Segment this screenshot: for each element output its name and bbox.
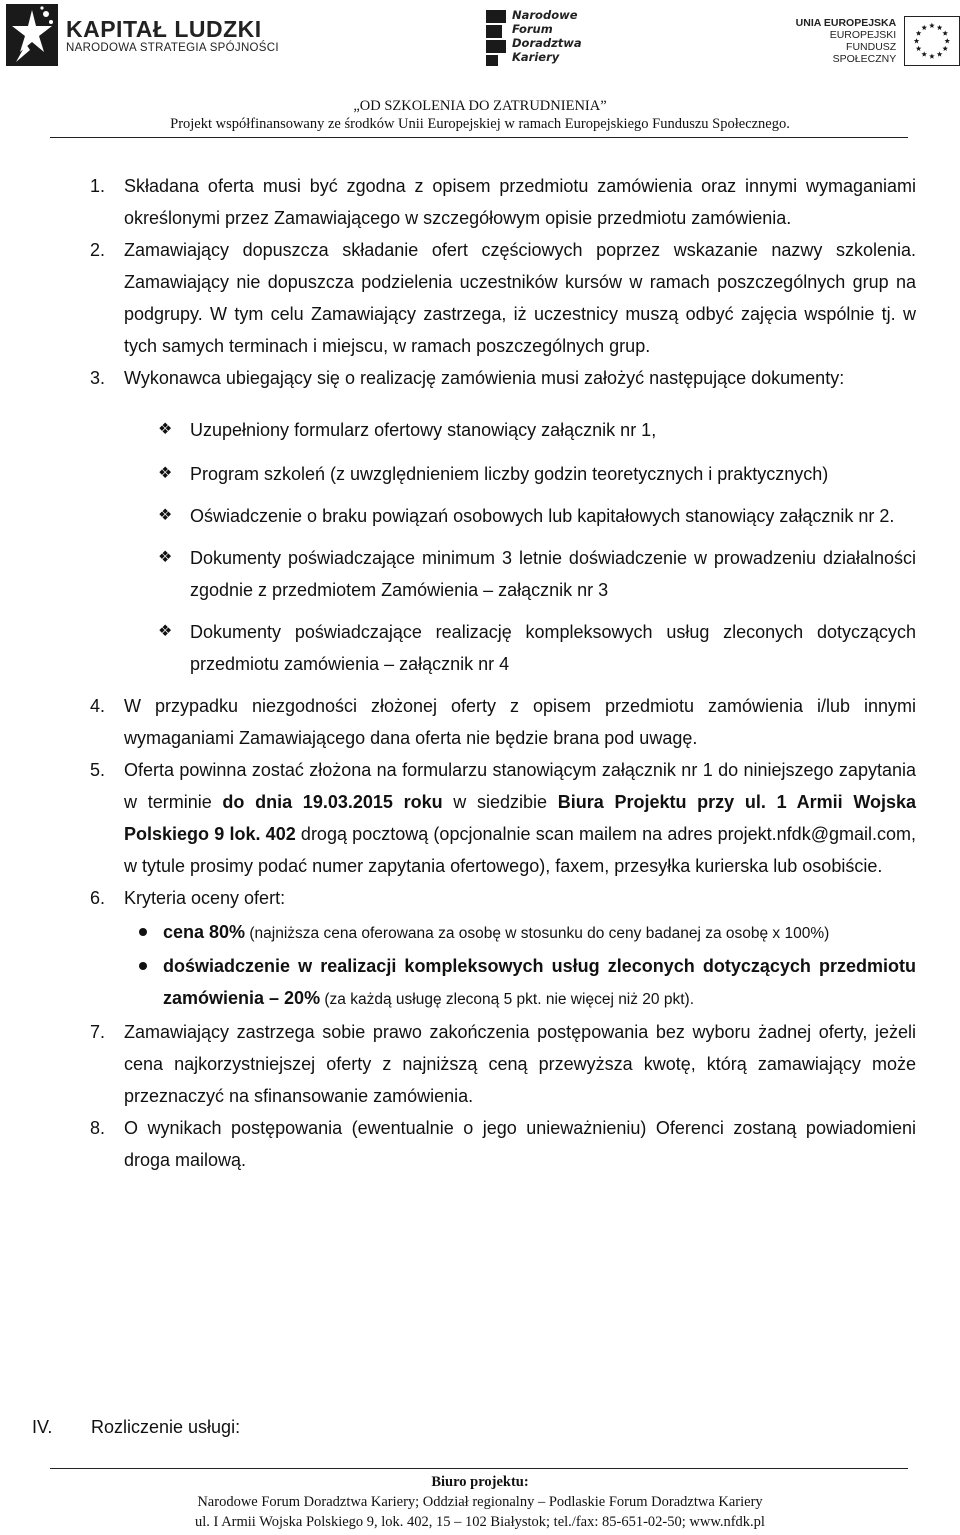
nfdk-bars-icon — [486, 8, 508, 68]
eu-star-icon — [937, 25, 942, 30]
list-item-4 — [90, 690, 916, 754]
nfdk-line-2: Forum — [512, 22, 553, 36]
item-number: 3. — [90, 368, 106, 388]
list-item-5 — [90, 754, 917, 882]
document-text: Oświadczenie o braku powiązań osobowych lub kapitałowych stanowiący załącznik nr 2. — [190, 506, 895, 526]
office-address: Biura Projektu przy ul. 1 Armii Wojska Polskiego 9 lok. 402 — [124, 792, 917, 844]
footer-title: Biuro projektu: — [431, 1474, 529, 1490]
diamond-bullet-icon: ❖ — [158, 623, 173, 640]
list-item-3 — [90, 362, 916, 394]
item-number: 1. — [90, 176, 106, 196]
eu-star-icon — [929, 53, 934, 58]
kapital-ludzki-star-icon — [6, 4, 58, 66]
ue-line-3: FUNDUSZ SPOŁECZNY — [832, 41, 897, 65]
item-text-e: drogą pocztową (opcjonalnie scan mailem na adres projekt.nfdk@gmail.com, w tytule prosimy podać numer zapytania ofertowego), faxem, przesyłka kurierska lub osobiście. — [124, 824, 916, 876]
eu-star-icon — [914, 38, 919, 43]
document-item — [158, 414, 916, 446]
item-number: 4. — [90, 696, 106, 716]
list-item-7 — [90, 1016, 916, 1112]
document-item — [158, 500, 916, 532]
item-text-c: w siedzibie — [442, 792, 558, 812]
eu-star-icon — [943, 30, 948, 35]
criterion-note: (za każdą usługę zleconą 5 pkt. nie więcej niż 20 pkt). — [320, 991, 695, 1008]
eu-logo — [780, 16, 960, 66]
project-name: „OD SZKOLENIA DO ZATRUDNIENIA” — [353, 98, 607, 114]
document-text: Dokumenty poświadczające realizację kompleksowych usług zleconych dotyczących przedmiotu zamówienia – załącznik nr 4 — [190, 622, 916, 674]
document-item — [158, 458, 916, 490]
document-text: Program szkoleń (z uwzględnieniem liczby godzin teoretycznych i praktycznych) — [190, 464, 829, 484]
ue-line-1: UNIA EUROPEJSKA — [795, 17, 897, 29]
kl-title: KAPITAŁ LUDZKI — [66, 16, 262, 42]
nfdk-line-4: Kariery — [512, 50, 560, 64]
eu-star-icon — [922, 51, 927, 56]
document-text: Dokumenty poświadczające minimum 3 letnie doświadczenie w prowadzeniu działalności zgodnie z przedmiotem Zamówienia – załącznik nr 3 — [190, 548, 916, 600]
list-item-6 — [90, 882, 916, 914]
diamond-bullet-icon: ❖ — [158, 465, 173, 482]
item-text: Zamawiający dopuszcza składanie ofert częściowych poprzez wskazanie nazwy szkolenia. Zamawiający nie dopuszcza podzielenia uczestników kursów w ramach poszczególnych grup na podgrupy. W tym celu Zamawiający zastrzega, iż uczestnicy muszą odbyć zajęcia wspólnie tj. w tych samych terminach i miejscu, w ramach poszczególnych grup. — [124, 240, 916, 356]
item-number: 7. — [90, 1022, 106, 1042]
criteria-list — [0, 916, 960, 1016]
nfdk-logo — [486, 8, 582, 68]
section-number: IV. — [32, 1417, 53, 1437]
required-documents-list — [0, 414, 960, 680]
item-text: O wynikach postępowania (ewentualnie o jego unieważnieniu) Oferenci zostaną powiadomieni droga mailową. — [124, 1118, 916, 1170]
nfdk-line-1: Narodowe — [512, 8, 578, 22]
eu-flag-icon — [904, 16, 960, 66]
footer — [0, 1472, 960, 1532]
item-number: 6. — [90, 888, 106, 908]
criterion-item — [163, 950, 916, 1016]
bullet-dot-icon — [139, 962, 147, 970]
item-number: 5. — [90, 760, 106, 780]
criterion-item — [163, 916, 916, 950]
kapital-ludzki-logo — [6, 4, 279, 66]
list-item-1 — [90, 170, 916, 234]
kl-subtitle: NARODOWA STRATEGIA SPÓJNOŚCI — [66, 42, 279, 54]
diamond-bullet-icon: ❖ — [158, 549, 173, 566]
section-title: Rozliczenie usługi: — [91, 1417, 241, 1437]
item-number: 8. — [90, 1118, 106, 1138]
item-number: 2. — [90, 240, 106, 260]
item-text-a: Oferta powinna zostać złożona na formularzu stanowiącym załącznik nr 1 do niniejszego zapytania w terminie — [124, 760, 916, 812]
diamond-bullet-icon: ❖ — [158, 507, 173, 524]
diamond-bullet-icon: ❖ — [158, 421, 173, 438]
list-item-2 — [90, 234, 916, 362]
document-item — [158, 616, 916, 680]
criterion-bold: cena 80% — [163, 922, 246, 942]
list-item-8 — [90, 1112, 916, 1176]
footer-line-2: ul. I Armii Wojska Polskiego 9, lok. 402, 15 – 102 Białystok; tel./fax: 85-651-02-50; www.nfdk.pl — [195, 1514, 765, 1530]
criterion-bold: doświadczenie w realizacji kompleksowych usług zleconych dotyczących przedmiotu zamówienia – 20% — [163, 956, 916, 1008]
eu-star-icon — [937, 51, 942, 56]
criterion-note: (najniższa cena oferowana za osobę w stosunku do ceny badanej za osobę x 100%) — [245, 925, 830, 942]
item-text: W przypadku niezgodności złożonej oferty z opisem przedmiotu zamówienia i/lub innymi wymaganiami Zamawiającego dana oferta nie będzie brana pod uwagę. — [124, 696, 916, 748]
header-divider — [50, 137, 908, 138]
item-text: Kryteria oceny ofert: — [124, 888, 286, 908]
item-text: Składana oferta musi być zgodna z opisem przedmiotu zamówienia oraz innymi wymaganiami określonymi przez Zamawiającego w szczegółowym opisie przedmiotu zamówienia. — [124, 176, 916, 228]
eu-star-icon — [945, 38, 950, 43]
eu-star-icon — [922, 25, 927, 30]
eu-star-icon — [916, 30, 921, 35]
eu-star-icon — [916, 46, 921, 51]
deadline-text: do dnia 19.03.2015 roku — [222, 792, 443, 812]
project-note: Projekt współfinansowany ze środków Unii Europejskiej w ramach Europejskiego Funduszu Społecznego. — [170, 116, 790, 132]
document-body — [0, 170, 960, 1176]
footer-divider — [50, 1468, 908, 1469]
item-text: Zamawiający zastrzega sobie prawo zakończenia postępowania bez wyboru żadnej oferty, jeżeli cena najkorzystniejszej oferty z najniższą ceną przewyższa kwotę, którą zamawiający może przeznaczyć na sfinansowanie zamówienia. — [124, 1022, 916, 1106]
footer-line-1: Narodowe Forum Doradztwa Kariery; Oddział regionalny – Podlaskie Forum Doradztwa Kariery — [197, 1494, 763, 1510]
document-item — [158, 542, 916, 606]
header-logos — [0, 0, 960, 95]
document-text: Uzupełniony formularz ofertowy stanowiący załącznik nr 1, — [190, 420, 657, 440]
item-text: Wykonawca ubiegający się o realizację zamówienia musi założyć następujące dokumenty: — [124, 368, 845, 388]
project-title — [0, 97, 960, 133]
bullet-dot-icon — [139, 928, 147, 936]
eu-star-icon — [943, 46, 948, 51]
ue-line-2: EUROPEJSKI — [829, 29, 897, 41]
eu-star-icon — [929, 23, 934, 28]
nfdk-line-3: Doradztwa — [512, 36, 582, 50]
